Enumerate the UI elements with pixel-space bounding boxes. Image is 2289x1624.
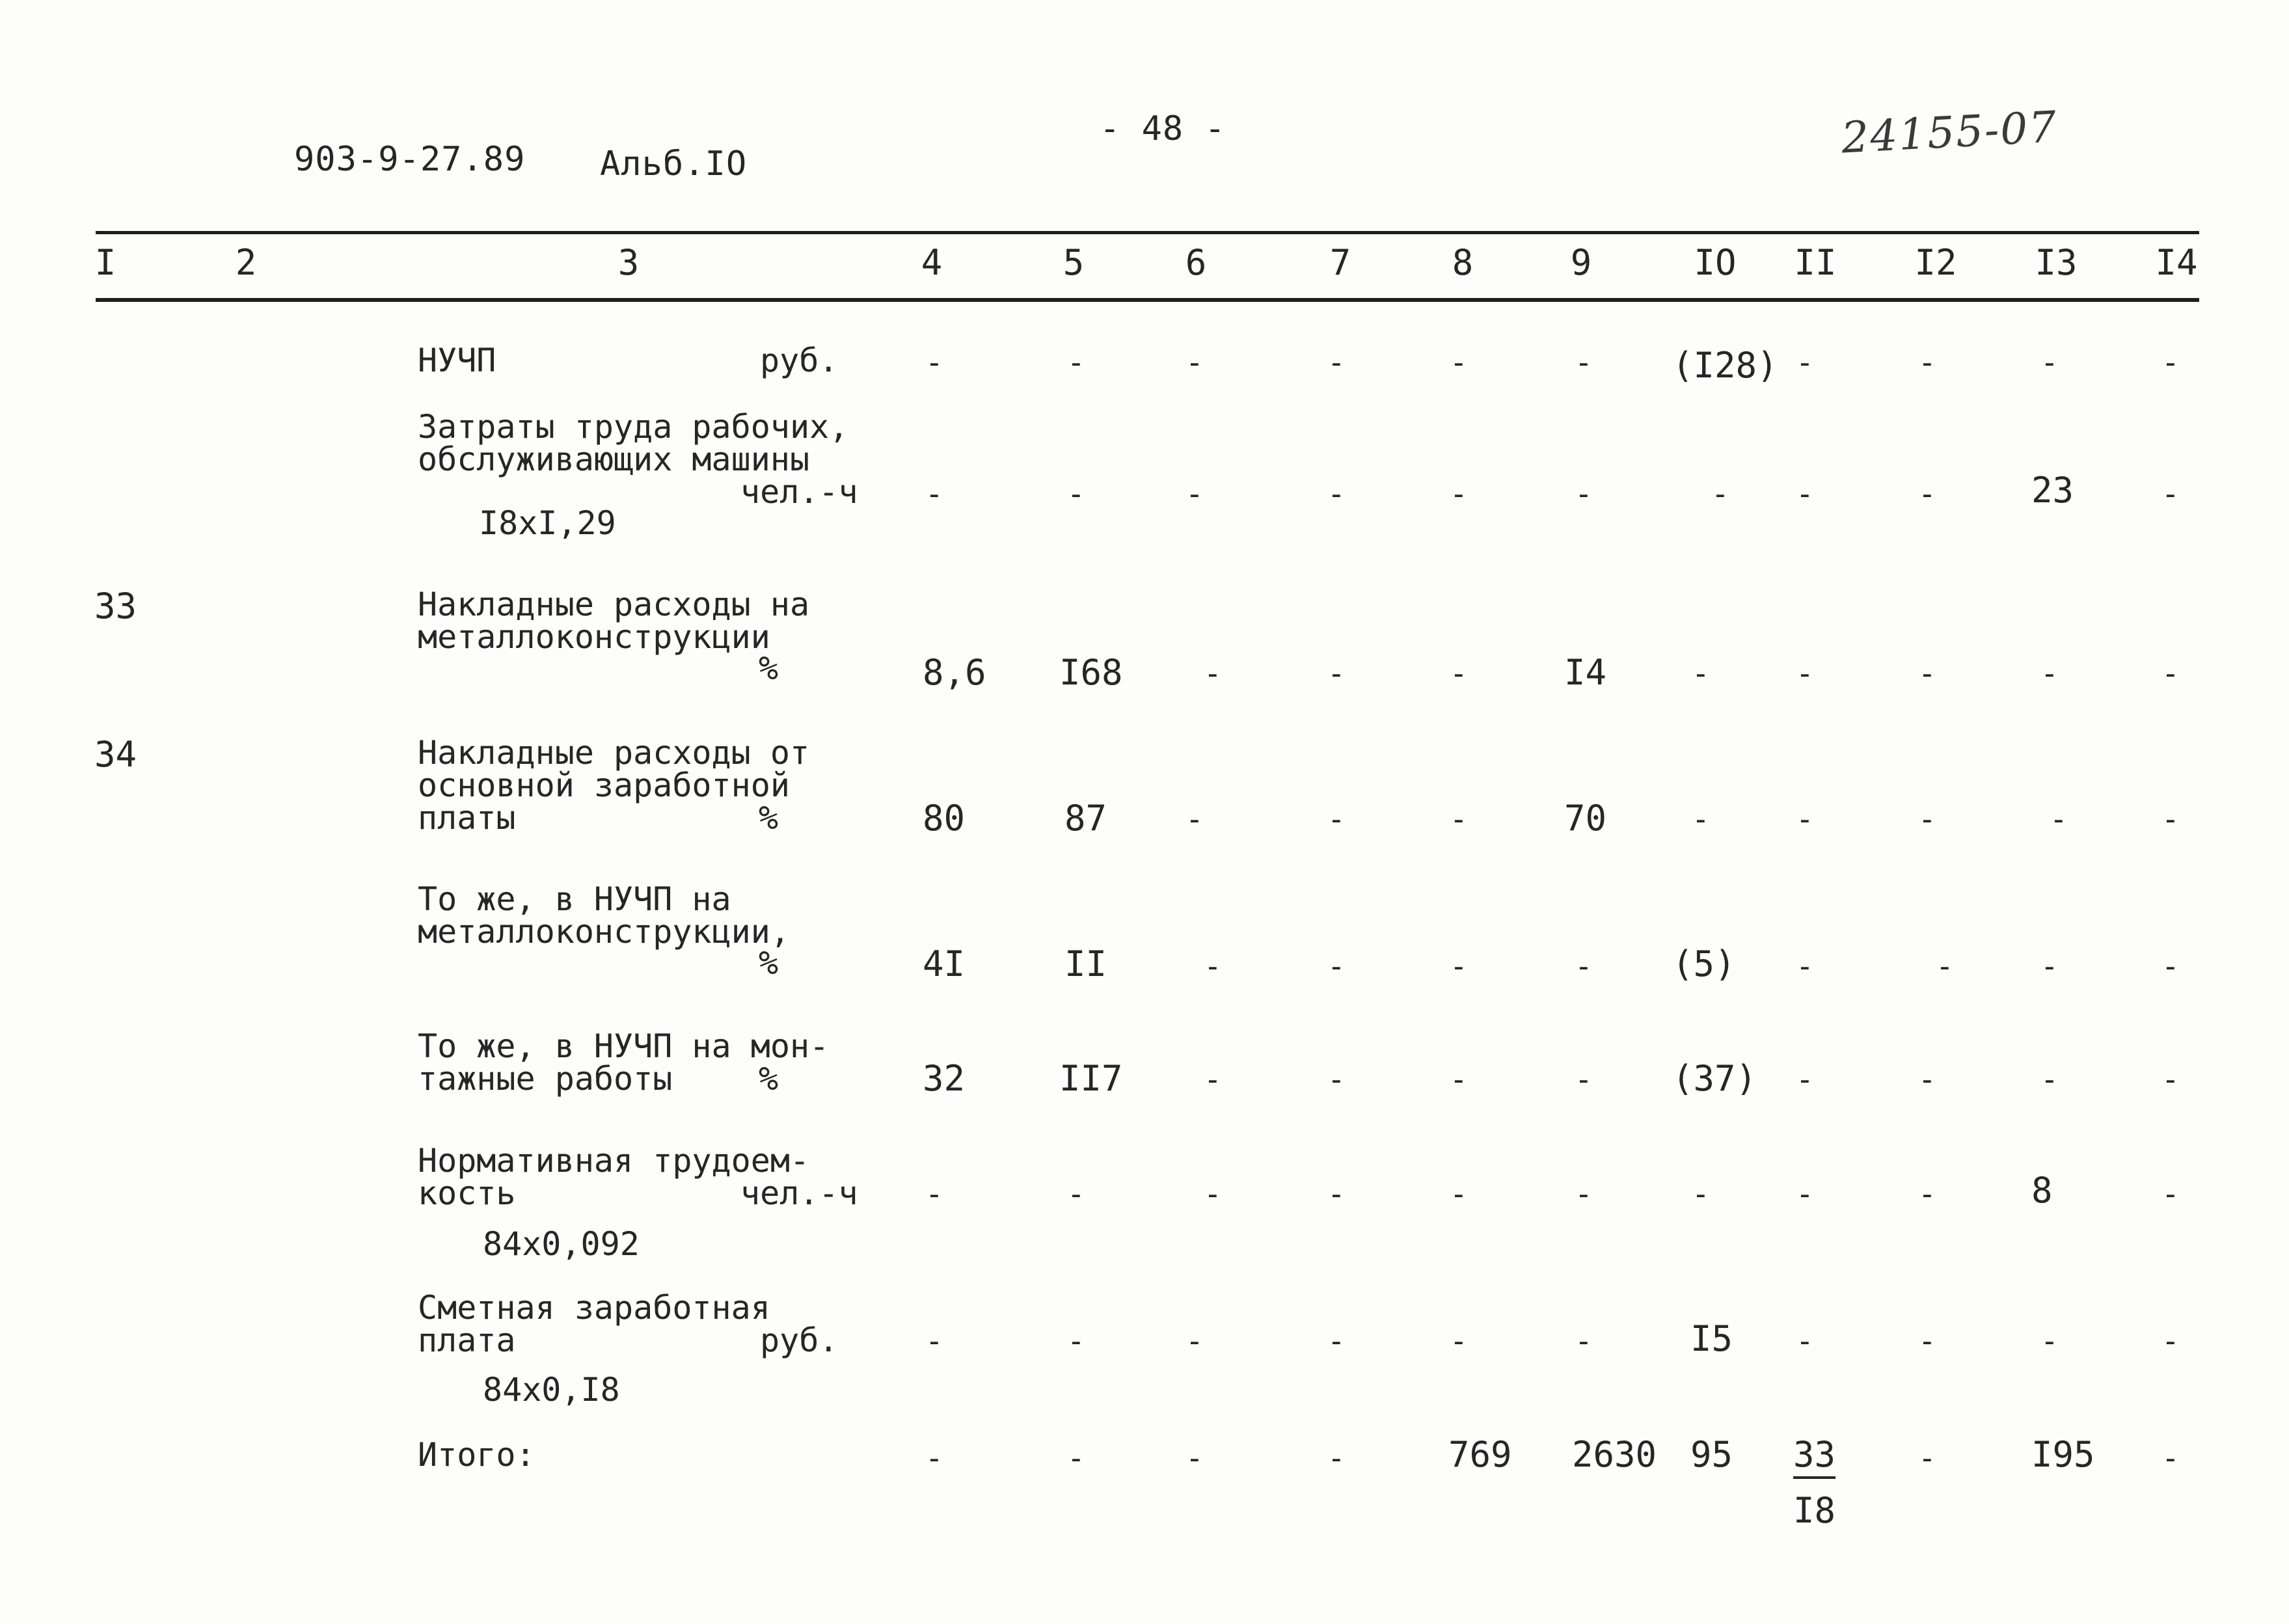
- table-cell: -: [1067, 1176, 1085, 1211]
- table-cell: -: [1796, 949, 1814, 984]
- table-cell: (5): [1672, 943, 1736, 984]
- table-cell: -: [1918, 656, 1936, 691]
- table-cell: -: [1204, 656, 1222, 691]
- table-cell: -: [1936, 949, 1954, 984]
- table-header-rule: [96, 298, 2199, 302]
- table-cell: (I28): [1672, 345, 1778, 386]
- table-cell: -: [1185, 345, 1204, 380]
- table-cell: -: [2161, 1176, 2180, 1211]
- row-unit: руб.: [760, 342, 839, 379]
- table-cell: -: [1796, 1323, 1814, 1359]
- table-cell: -: [1185, 1323, 1204, 1359]
- row-unit: чел.-ч: [740, 473, 858, 511]
- table-cell: -: [1575, 1323, 1593, 1359]
- table-cell: -: [1327, 476, 1346, 511]
- table-cell: -: [2161, 656, 2180, 691]
- row-description: Затраты труда рабочих,: [418, 408, 849, 446]
- row-description: тажные работы: [418, 1060, 673, 1098]
- table-cell: -: [1918, 1441, 1936, 1476]
- table-cell: -: [1918, 802, 1936, 837]
- table-cell: -: [1327, 949, 1346, 984]
- table-cell: -: [1575, 1062, 1593, 1097]
- column-header: 9: [1570, 242, 1592, 283]
- table-cell: -: [1327, 1441, 1346, 1476]
- row-description: кость: [418, 1174, 516, 1212]
- table-cell: -: [2040, 1062, 2059, 1097]
- row-description: металлоконструкции: [418, 618, 770, 656]
- table-cell: -: [1067, 345, 1085, 380]
- column-header: 6: [1185, 242, 1207, 283]
- table-cell: -: [2050, 802, 2068, 837]
- table-cell: -: [1918, 1062, 1936, 1097]
- table-cell: -: [1711, 476, 1729, 511]
- document-code: 903-9-27.89: [294, 140, 526, 179]
- table-cell: -: [1450, 656, 1468, 691]
- table-cell: 32: [923, 1058, 966, 1099]
- table-cell: -: [1327, 1176, 1346, 1211]
- column-header: IO: [1694, 242, 1737, 283]
- table-cell: -: [1067, 1441, 1085, 1476]
- handwritten-reference: 24155-07: [1840, 102, 2059, 163]
- column-header: 7: [1329, 242, 1351, 283]
- table-cell: -: [1692, 656, 1710, 691]
- row-unit: чел.-ч: [740, 1174, 858, 1212]
- table-cell: 95: [1690, 1434, 1733, 1475]
- table-cell: -: [1450, 476, 1468, 511]
- table-cell: -: [1450, 1176, 1468, 1211]
- table-cell: -: [2161, 1062, 2180, 1097]
- row-description: обслуживающих машины: [418, 440, 810, 478]
- row-description: НУЧП: [418, 342, 496, 379]
- row-formula: 84x0,092: [483, 1225, 640, 1263]
- table-cell: -: [2040, 345, 2059, 380]
- table-cell: -: [1796, 476, 1814, 511]
- table-cell: -: [1796, 1062, 1814, 1097]
- table-cell: -: [1575, 345, 1593, 380]
- table-cell: -: [1067, 476, 1085, 511]
- table-cell: -: [1450, 1323, 1468, 1359]
- table-cell: -: [1204, 949, 1222, 984]
- column-header: 5: [1063, 242, 1085, 283]
- table-cell: -: [2040, 656, 2059, 691]
- table-cell: -: [925, 1176, 943, 1211]
- table-cell: 70: [1564, 798, 1607, 839]
- column-header: 8: [1452, 242, 1474, 283]
- table-cell: 8: [2031, 1170, 2053, 1211]
- table-cell: -: [1067, 1323, 1085, 1359]
- table-cell: 2630: [1572, 1434, 1657, 1475]
- table-cell: -: [1204, 1176, 1222, 1211]
- table-cell: -: [1450, 949, 1468, 984]
- table-top-rule: [96, 231, 2199, 234]
- table-cell: -: [1450, 345, 1468, 380]
- table-cell: -: [1575, 476, 1593, 511]
- table-cell: 23: [2031, 470, 2074, 511]
- table-cell: -: [1185, 802, 1204, 837]
- column-header: I4: [2155, 242, 2198, 283]
- table-cell: -: [1327, 656, 1346, 691]
- table-cell: I5: [1690, 1318, 1733, 1359]
- table-cell: II7: [1059, 1058, 1123, 1099]
- column-header: I3: [2035, 242, 2078, 283]
- table-cell: -: [1204, 1062, 1222, 1097]
- table-cell: I68: [1059, 652, 1123, 693]
- row-description: То же, в НУЧП на: [418, 880, 731, 918]
- row-number: 33: [94, 586, 137, 627]
- column-header: 2: [235, 242, 257, 283]
- table-cell: -: [2161, 1323, 2180, 1359]
- table-cell: -: [2040, 949, 2059, 984]
- table-cell: -: [1918, 1323, 1936, 1359]
- row-number: 34: [94, 734, 137, 775]
- column-header: I2: [1914, 242, 1957, 283]
- table-cell: -: [2161, 345, 2180, 380]
- table-cell: 80: [923, 798, 966, 839]
- row-description: Накладные расходы от: [418, 734, 810, 772]
- table-cell: 4I: [923, 943, 966, 984]
- row-unit: %: [759, 799, 779, 837]
- table-cell: -: [925, 476, 943, 511]
- table-cell: -: [1575, 949, 1593, 984]
- column-header: II: [1794, 242, 1837, 283]
- row-unit: руб.: [760, 1321, 839, 1359]
- row-description: плата: [418, 1321, 516, 1359]
- table-cell: -: [1327, 1062, 1346, 1097]
- table-cell: -: [1185, 1441, 1204, 1476]
- row-description: Накладные расходы на: [418, 586, 810, 623]
- table-cell: II: [1064, 943, 1107, 984]
- table-cell: -: [1918, 476, 1936, 511]
- table-cell: -: [2161, 949, 2180, 984]
- row-description: Нормативная трудоем-: [418, 1142, 810, 1180]
- table-cell: -: [1327, 802, 1346, 837]
- row-description: Сметная заработная: [418, 1289, 770, 1327]
- row-unit: %: [759, 1060, 779, 1098]
- page-number: - 48 -: [1100, 109, 1226, 148]
- table-cell: -: [1327, 1323, 1346, 1359]
- table-cell: -: [2161, 476, 2180, 511]
- column-header: 3: [617, 242, 640, 283]
- table-cell: -: [1918, 345, 1936, 380]
- column-header: I: [94, 242, 116, 283]
- table-cell: -: [1796, 1176, 1814, 1211]
- table-cell: (37): [1672, 1058, 1757, 1099]
- row-description: металлоконструкции,: [418, 913, 790, 951]
- table-cell: 769: [1448, 1434, 1512, 1475]
- table-cell: -: [2040, 1323, 2059, 1359]
- table-cell: -: [1692, 802, 1710, 837]
- row-unit: %: [759, 944, 779, 982]
- table-cell: I95: [2031, 1434, 2095, 1475]
- table-cell: -: [1450, 802, 1468, 837]
- table-cell: -: [1692, 1176, 1710, 1211]
- table-cell: -: [2161, 1441, 2180, 1476]
- table-cell: 33: [1793, 1434, 1835, 1479]
- column-header: 4: [921, 242, 943, 283]
- table-cell: -: [1796, 656, 1814, 691]
- table-cell: -: [925, 345, 943, 380]
- table-cell: -: [925, 1441, 943, 1476]
- table-cell: -: [925, 1323, 943, 1359]
- table-cell: I4: [1564, 652, 1607, 693]
- table-cell: -: [1918, 1176, 1936, 1211]
- table-cell: -: [1450, 1062, 1468, 1097]
- row-description: платы: [418, 799, 516, 837]
- table-cell: 87: [1064, 798, 1107, 839]
- row-unit: %: [759, 649, 779, 687]
- table-cell: -: [1327, 345, 1346, 380]
- table-cell: -: [2161, 802, 2180, 837]
- table-cell-denominator: I8: [1793, 1490, 1836, 1531]
- album-label: Альб.IO: [600, 144, 748, 183]
- row-description: Итого:: [418, 1436, 535, 1474]
- row-description: основной заработной: [418, 766, 790, 804]
- table-cell: -: [1796, 802, 1814, 837]
- table-cell: 8,6: [923, 652, 986, 693]
- row-formula: 84x0,I8: [483, 1371, 620, 1409]
- row-description: То же, в НУЧП на мон-: [418, 1027, 830, 1065]
- row-formula: I8xI,29: [479, 504, 616, 542]
- table-cell: -: [1185, 476, 1204, 511]
- table-cell: -: [1796, 345, 1814, 380]
- table-cell: -: [1575, 1176, 1593, 1211]
